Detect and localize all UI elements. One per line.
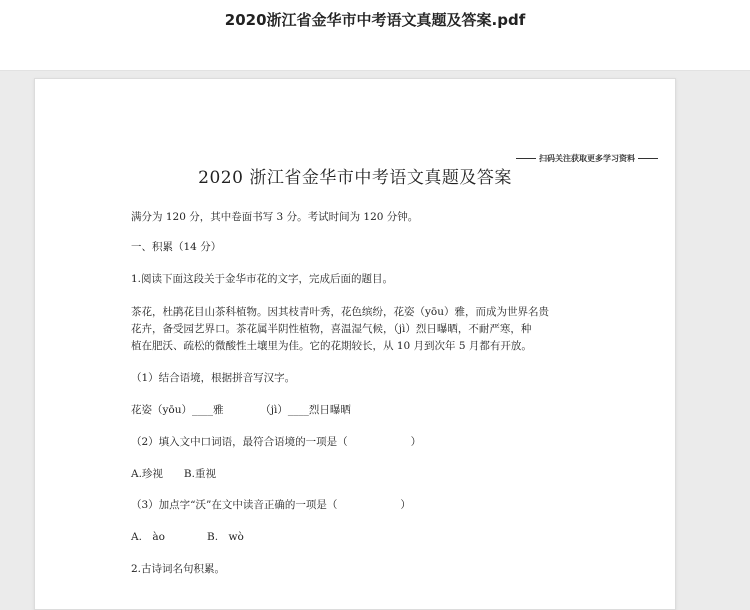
viewer-header xyxy=(0,0,750,71)
passage-line-2: 花卉，备受园艺界口。茶花属半阴性植物，喜温湿气候，（jì）烈日曝晒，不耐严寒，种 xyxy=(131,323,532,335)
banner-text: 扫码关注获取更多学习资料 xyxy=(539,154,635,163)
question-1-prompt: 1.阅读下面这段关于金华市花的文字，完成后面的题目。 xyxy=(131,273,394,285)
document-page xyxy=(34,78,676,610)
banner-dash-right xyxy=(638,158,658,159)
section-heading: 一、积累（14 分） xyxy=(131,241,222,253)
file-title: 2020浙江省金华市中考语文真题及答案.pdf xyxy=(224,11,526,29)
exam-info: 满分为 120 分，其中卷面书写 3 分。考试时间为 120 分钟。 xyxy=(131,211,419,223)
subquestion-3-options: A. ào B. wò xyxy=(131,531,244,543)
passage-line-3: 植在肥沃、疏松的微酸性土壤里为佳。它的花期较长，从 10 月到次年 5 月都有开放。 xyxy=(131,340,532,352)
subquestion-2: （2）填入文中口词语，最符合语境的一项是（ ） xyxy=(131,436,422,448)
question-2-prompt: 2.古诗词名句积累。 xyxy=(131,563,226,575)
subquestion-1-blanks: 花姿（yōu）____雅 （jì）____烈日曝晒 xyxy=(131,404,351,416)
subquestion-3: （3）加点字“沃”在文中读音正确的一项是（ ） xyxy=(131,499,411,511)
passage-line-1: 茶花，杜鹃花目山茶科植物。因其枝青叶秀，花色缤纷，花姿（yōu）雅，而成为世界名贵 xyxy=(131,306,550,318)
banner-dash-left xyxy=(516,158,536,159)
document-title: 2020 浙江省金华市中考语文真题及答案 xyxy=(198,168,512,188)
subquestion-1: （1）结合语境，根据拼音写汉字。 xyxy=(131,372,296,384)
subquestion-2-options: A.珍视 B.重视 xyxy=(131,468,216,480)
